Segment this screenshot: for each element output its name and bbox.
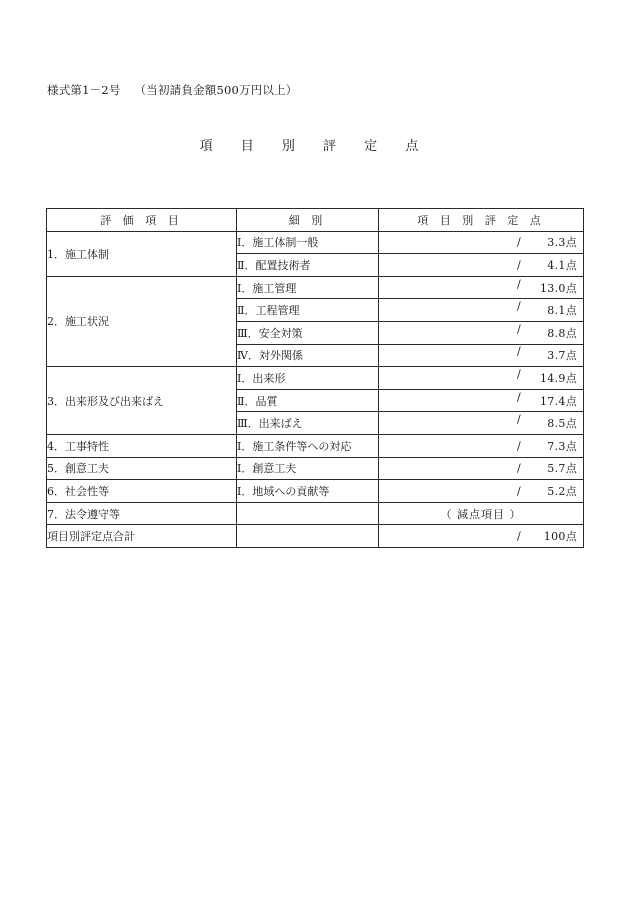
score-table — [46, 208, 584, 548]
subdivision-cell: Ⅲ．安全対策 — [237, 321, 379, 344]
points-value: 13.0点 — [540, 281, 577, 295]
subdivision-cell: Ⅲ．出来ばえ — [237, 412, 379, 435]
form-number: 様式第1－2号 — [47, 83, 121, 97]
subdivision-cell: Ⅰ．施工管理 — [237, 276, 379, 299]
score-cell — [379, 480, 584, 503]
total-subdivision-cell — [237, 525, 379, 548]
score-cell — [379, 412, 584, 435]
table-row — [47, 480, 584, 503]
subdivision-cell: Ⅱ．配置技術者 — [237, 254, 379, 277]
score-cell — [379, 389, 584, 412]
points-value: 8.1点 — [547, 304, 577, 318]
score-cell — [379, 457, 584, 480]
points-value: 7.3点 — [547, 439, 577, 453]
category-cell: 1．施工体制 — [47, 231, 237, 276]
points-value: 3.7点 — [547, 349, 577, 363]
document-title: 項 目 別 評 定 点 — [199, 139, 431, 154]
header-evaluation-item: 評 価 項 目 — [47, 209, 237, 232]
slash-mark: / — [517, 322, 521, 336]
table-row — [47, 502, 584, 525]
subdivision-cell: Ⅰ．施工条件等への対応 — [237, 434, 379, 457]
slash-mark: / — [517, 529, 521, 543]
subdivision-cell: Ⅰ．施工体制一般 — [237, 231, 379, 254]
table-header-row — [47, 209, 584, 232]
slash-mark: / — [517, 277, 521, 291]
table-row — [47, 434, 584, 457]
total-row — [47, 525, 584, 548]
points-value: 3.3点 — [547, 236, 577, 250]
total-score-cell — [379, 525, 584, 548]
points-value: 8.5点 — [547, 417, 577, 431]
subdivision-cell: Ⅰ．出来形 — [237, 367, 379, 390]
total-points-value: 100点 — [543, 530, 577, 544]
table-row — [47, 457, 584, 480]
subdivision-cell: Ⅳ．対外関係 — [237, 344, 379, 367]
score-cell — [379, 502, 584, 525]
score-cell — [379, 254, 584, 277]
slash-mark: / — [517, 299, 521, 313]
points-value: 4.1点 — [547, 258, 577, 272]
score-cell — [379, 231, 584, 254]
table-row — [47, 231, 584, 254]
slash-mark: / — [517, 367, 521, 381]
slash-mark: / — [517, 390, 521, 404]
points-value: 5.7点 — [547, 462, 577, 476]
slash-mark: / — [517, 344, 521, 358]
table-row — [47, 367, 584, 390]
points-value: 8.8点 — [547, 326, 577, 340]
slash-mark: / — [517, 439, 521, 453]
score-cell — [379, 434, 584, 457]
slash-mark: / — [517, 235, 521, 249]
category-cell: 4．工事特性 — [47, 434, 237, 457]
category-cell: 5．創意工夫 — [47, 457, 237, 480]
points-value: 17.4点 — [540, 394, 577, 408]
slash-mark: / — [517, 258, 521, 272]
subdivision-cell — [237, 502, 379, 525]
header-item-score: 項 目 別 評 定 点 — [379, 209, 584, 232]
slash-mark: / — [517, 461, 521, 475]
subdivision-cell: Ⅱ．工程管理 — [237, 299, 379, 322]
category-cell: 3．出来形及び出来ばえ — [47, 367, 237, 435]
score-cell — [379, 367, 584, 390]
deduction-label: （ 減点項目 ） — [440, 507, 522, 521]
category-cell: 6．社会性等 — [47, 480, 237, 503]
form-header — [47, 82, 298, 98]
slash-mark: / — [517, 484, 521, 498]
category-cell: 7．法令遵守等 — [47, 502, 237, 525]
header-subdivision: 細 別 — [237, 209, 379, 232]
score-cell — [379, 299, 584, 322]
points-value: 14.9点 — [540, 371, 577, 385]
slash-mark: / — [517, 412, 521, 426]
subdivision-cell: Ⅰ．創意工夫 — [237, 457, 379, 480]
form-condition: （当初請負金額500万円以上） — [134, 83, 298, 97]
subdivision-cell: Ⅰ．地域への貢献等 — [237, 480, 379, 503]
score-cell — [379, 276, 584, 299]
category-cell: 2．施工状況 — [47, 276, 237, 366]
score-cell — [379, 321, 584, 344]
total-label: 項目別評定点合計 — [47, 525, 237, 548]
subdivision-cell: Ⅱ．品質 — [237, 389, 379, 412]
table-row — [47, 276, 584, 299]
points-value: 5.2点 — [547, 484, 577, 498]
score-cell — [379, 344, 584, 367]
